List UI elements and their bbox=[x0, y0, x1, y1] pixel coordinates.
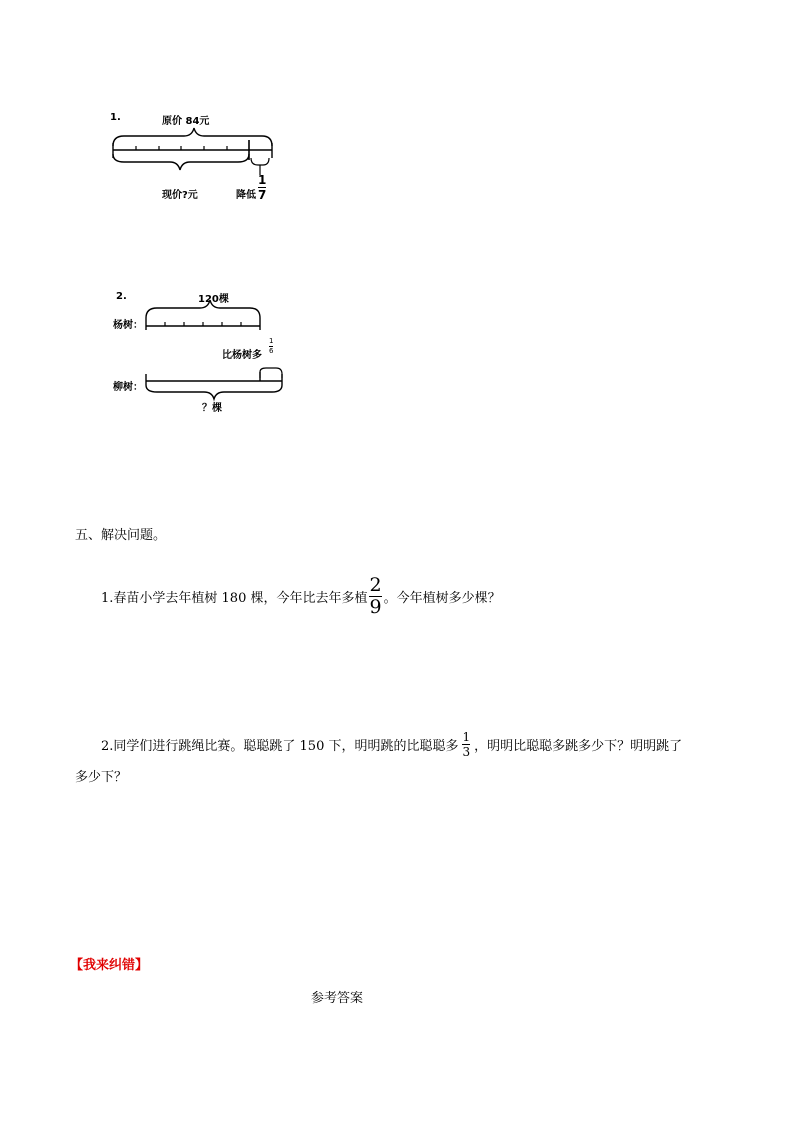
question-2-line-2: 多少下？ bbox=[75, 770, 128, 785]
diagram-1-number: 1. bbox=[110, 112, 121, 123]
diagram-1-fraction-num: 1 bbox=[258, 173, 267, 187]
diagram-2-fraction-den: 6 bbox=[269, 347, 274, 355]
diagram-1-reduce-label: 降低 bbox=[236, 190, 256, 201]
question-2-text-before: 2.同学们进行跳绳比赛。聪聪跳了 150 下，明明跳的比聪聪多 bbox=[101, 738, 459, 754]
question-1-fraction bbox=[369, 573, 382, 618]
section-title: 五、解决问题。 bbox=[75, 528, 167, 543]
question-1-text-after: 。今年植树多少棵？ bbox=[383, 590, 501, 606]
diagram-2-row2-label: 柳树： bbox=[113, 382, 143, 393]
diagram-1-current-price-label: 现价?元 bbox=[162, 190, 198, 201]
diagram-2-bottom-label: ？棵 bbox=[202, 403, 222, 414]
question-2 bbox=[101, 728, 682, 760]
question-2-text-after: ，明明比聪聪多跳多少下？明明跳了 bbox=[474, 738, 683, 754]
question-1-text-before: 1.春苗小学去年植树 180 棵，今年比去年多植 bbox=[101, 590, 368, 606]
question-1 bbox=[101, 573, 501, 618]
diagram-2-fraction-num: 1 bbox=[269, 337, 274, 345]
question-2-fraction-den: 3 bbox=[462, 744, 471, 759]
question-1-fraction-den: 9 bbox=[369, 595, 382, 618]
correction-heading: 【我来纠错】 bbox=[70, 958, 149, 973]
diagram-2-top-label: 120棵 bbox=[198, 294, 229, 305]
question-2-fraction-num: 1 bbox=[462, 729, 471, 744]
question-1-fraction-num: 2 bbox=[369, 573, 382, 596]
diagram-1-top-label: 原价 84元 bbox=[162, 116, 210, 127]
diagram-1-fraction-den: 7 bbox=[258, 188, 267, 202]
diagram-2-number: 2. bbox=[116, 291, 127, 302]
diagram-2-row1-label: 杨树： bbox=[113, 320, 143, 331]
diagram-2-middle-label: 比杨树多 bbox=[222, 350, 262, 361]
question-2-fraction bbox=[462, 731, 470, 758]
answers-heading: 参考答案 bbox=[311, 991, 364, 1006]
